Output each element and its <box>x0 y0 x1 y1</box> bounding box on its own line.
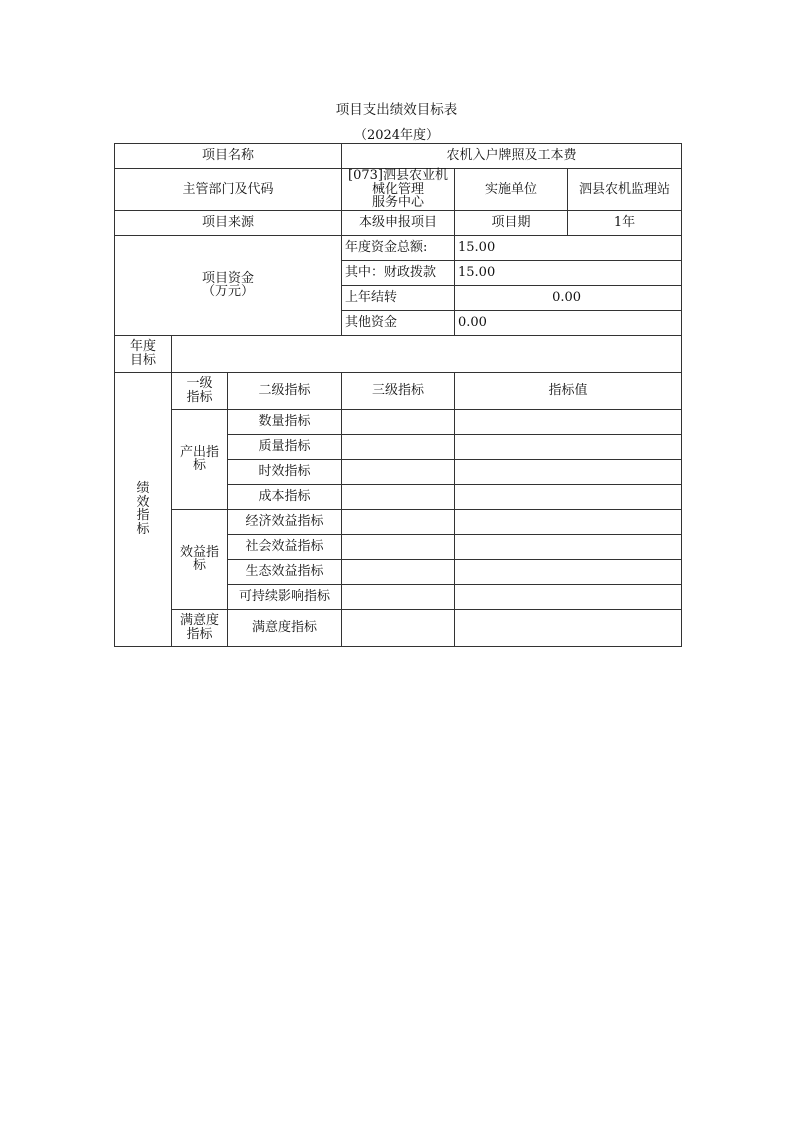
indicator-value-cell <box>455 534 682 559</box>
header-level1 <box>172 372 228 409</box>
indicator-social: 社会效益指标 <box>228 534 342 559</box>
header-value: 指标值 <box>455 372 682 409</box>
benefit-indicator-label <box>172 509 228 609</box>
period-value: 1年 <box>568 210 682 235</box>
indicator-cost: 成本指标 <box>228 484 342 509</box>
source-value: 本级申报项目 <box>342 210 455 235</box>
annual-goal-value <box>172 335 682 372</box>
benefit-label-line1: 效益指 <box>179 544 219 560</box>
benefit-label-line2: 标 <box>192 558 206 574</box>
fund-other-value: 0.00 <box>455 310 682 335</box>
indicator-quantity: 数量指标 <box>228 409 342 434</box>
header-level2: 二级指标 <box>228 372 342 409</box>
indicator-level3-cell <box>342 509 455 534</box>
fund-total-label: 年度资金总额: <box>342 235 455 260</box>
funds-label-line2: （万元） <box>201 284 254 300</box>
perf-char-1: 绩 <box>136 481 150 497</box>
dept-value-line2: 服务中心 <box>371 195 424 211</box>
satisfaction-indicator-label <box>172 609 228 646</box>
header-level3: 三级指标 <box>342 372 455 409</box>
output-indicator-label <box>172 409 228 509</box>
dept-value <box>342 169 455 211</box>
indicator-value-cell <box>455 559 682 584</box>
annual-goal-label-line2: 目标 <box>129 352 156 368</box>
perf-char-3: 指 <box>136 508 150 524</box>
indicator-quality: 质量指标 <box>228 434 342 459</box>
indicator-sustainable: 可持续影响指标 <box>228 584 342 609</box>
performance-indicator-label <box>115 372 172 646</box>
funds-label-line1: 项目资金 <box>201 270 254 286</box>
impl-unit-label: 实施单位 <box>455 169 568 211</box>
indicator-level3-cell <box>342 534 455 559</box>
indicator-value-cell <box>455 459 682 484</box>
indicator-timeliness: 时效指标 <box>228 459 342 484</box>
perf-char-2: 效 <box>136 494 150 510</box>
output-label-line1: 产出指 <box>179 444 219 460</box>
header-level1-line2: 指标 <box>186 389 213 405</box>
project-name-value: 农机入户牌照及工本费 <box>342 144 682 169</box>
indicator-satisfaction: 满意度指标 <box>228 609 342 646</box>
perf-char-4: 标 <box>136 522 150 538</box>
indicator-level3-cell <box>342 609 455 646</box>
annual-goal-label <box>115 335 172 372</box>
satisfaction-label-line2: 指标 <box>186 626 213 642</box>
satisfaction-label-line1: 满意度 <box>179 613 219 629</box>
fund-fiscal-label: 其中：财政拨款 <box>342 260 455 285</box>
project-name-label: 项目名称 <box>115 144 342 169</box>
document-title: 项目支出绩效目标表 <box>335 102 458 118</box>
indicator-level3-cell <box>342 434 455 459</box>
indicator-economic: 经济效益指标 <box>228 509 342 534</box>
fund-carryover-value: 0.00 <box>455 285 682 310</box>
fund-carryover-label: 上年结转 <box>342 285 455 310</box>
indicator-value-cell <box>455 509 682 534</box>
indicator-level3-cell <box>342 559 455 584</box>
indicator-value-cell <box>455 609 682 646</box>
indicator-value-cell <box>455 484 682 509</box>
indicator-level3-cell <box>342 459 455 484</box>
indicator-value-cell <box>455 409 682 434</box>
performance-goal-table <box>114 143 682 647</box>
header-level1-line1: 一级 <box>186 376 213 392</box>
document-year: （2024年度） <box>353 128 440 143</box>
source-label: 项目来源 <box>115 210 342 235</box>
indicator-level3-cell <box>342 584 455 609</box>
fund-fiscal-value: 15.00 <box>455 260 682 285</box>
dept-label: 主管部门及代码 <box>115 169 342 211</box>
dept-value-line1: [073]泗县农业机械化管理 <box>348 168 448 197</box>
output-label-line2: 标 <box>192 458 206 474</box>
period-label: 项目期 <box>455 210 568 235</box>
funds-label <box>115 235 342 335</box>
indicator-level3-cell <box>342 409 455 434</box>
indicator-value-cell <box>455 584 682 609</box>
annual-goal-label-line1: 年度 <box>129 339 156 355</box>
fund-other-label: 其他资金 <box>342 310 455 335</box>
indicator-level3-cell <box>342 484 455 509</box>
indicator-value-cell <box>455 434 682 459</box>
indicator-ecological: 生态效益指标 <box>228 559 342 584</box>
impl-unit-value: 泗县农机监理站 <box>568 169 682 211</box>
fund-total-value: 15.00 <box>455 235 682 260</box>
